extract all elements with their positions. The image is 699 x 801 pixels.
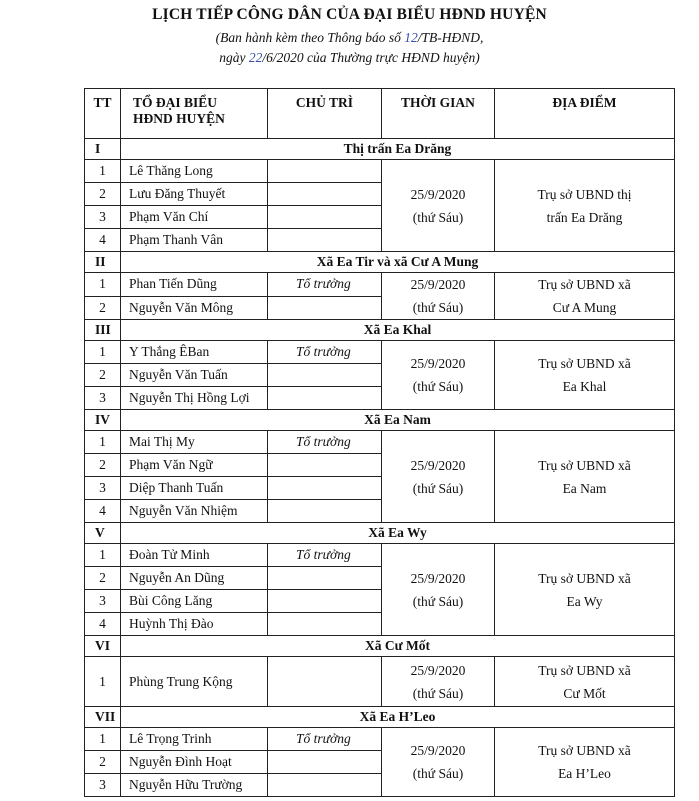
row-number: 1 xyxy=(85,728,121,751)
subtitle-suffix: /TB-HĐND, xyxy=(417,30,484,45)
delegate-name: Nguyễn Hữu Trường xyxy=(121,774,268,797)
row-number: 2 xyxy=(85,454,121,477)
chair-role: Tổ trưởng xyxy=(268,728,382,751)
delegate-name: Phùng Trung Kộng xyxy=(121,657,268,707)
chair-role xyxy=(268,657,382,707)
row-number: 3 xyxy=(85,477,121,500)
meeting-weekday: (thứ Sáu) xyxy=(412,209,464,225)
time-cell xyxy=(382,431,495,523)
schedule-table xyxy=(84,88,675,797)
row-number: 1 xyxy=(85,657,121,707)
meeting-date: 25/9/2020 xyxy=(410,570,466,586)
subtitle-prefix: (Ban hành kèm theo Thông báo số xyxy=(215,30,405,45)
chair-role xyxy=(268,183,382,206)
place-line1: Trụ sở UBND xã xyxy=(538,457,631,473)
place-cell xyxy=(495,341,675,410)
place-line1: Trụ sở UBND xã xyxy=(538,570,631,586)
meeting-date: 25/9/2020 xyxy=(410,277,466,292)
section-number: V xyxy=(85,523,121,544)
delegate-name: Lê Thăng Long xyxy=(121,160,268,183)
chair-role xyxy=(268,387,382,410)
header-place: ĐỊA ĐIỂM xyxy=(495,89,675,139)
row-number: 1 xyxy=(85,544,121,567)
section-title: Xã Ea Tir và xã Cư A Mung xyxy=(121,252,675,273)
meeting-weekday: (thứ Sáu) xyxy=(412,480,464,496)
time-cell xyxy=(382,341,495,410)
time-cell xyxy=(382,273,495,320)
section-number: II xyxy=(85,252,121,273)
place-cell xyxy=(495,431,675,523)
delegate-name: Diệp Thanh Tuấn xyxy=(121,477,268,500)
handwritten-notice-number: 12 xyxy=(404,30,418,45)
chair-role xyxy=(268,296,382,320)
row-number: 1 xyxy=(85,273,121,297)
meeting-weekday: (thứ Sáu) xyxy=(412,300,464,315)
chair-role xyxy=(268,590,382,613)
time-cell xyxy=(382,160,495,252)
chair-role xyxy=(268,774,382,797)
chair-role xyxy=(268,160,382,183)
section-row xyxy=(85,139,675,160)
delegate-name: Lê Trọng Trinh xyxy=(121,728,268,751)
table-row xyxy=(85,728,675,751)
header-group-line2: HĐND HUYỆN xyxy=(133,111,225,126)
place-line2: Cư Mốt xyxy=(563,685,606,701)
chair-role xyxy=(268,229,382,252)
delegate-name: Phạm Văn Ngữ xyxy=(121,454,268,477)
place-line2: Ea Wy xyxy=(566,593,603,609)
row-number: 3 xyxy=(85,387,121,410)
header-group xyxy=(121,89,268,139)
section-title: Xã Cư Mốt xyxy=(121,636,675,657)
delegate-name: Nguyễn Văn Tuấn xyxy=(121,364,268,387)
place-line2: trấn Ea Drăng xyxy=(546,209,623,225)
chair-role xyxy=(268,500,382,523)
row-number: 3 xyxy=(85,774,121,797)
place-line1: Trụ sở UBND xã xyxy=(538,743,631,758)
row-number: 2 xyxy=(85,183,121,206)
delegate-name: Nguyễn Văn Mông xyxy=(121,296,268,320)
section-row xyxy=(85,636,675,657)
section-title: Thị trấn Ea Drăng xyxy=(121,139,675,160)
place-cell xyxy=(495,657,675,707)
delegate-name: Nguyễn Đình Hoạt xyxy=(121,751,268,774)
time-cell xyxy=(382,544,495,636)
section-number: III xyxy=(85,320,121,341)
header-group-line1: TỔ ĐẠI BIỂU xyxy=(133,95,218,110)
chair-role: Tổ trưởng xyxy=(268,273,382,297)
table-row xyxy=(85,657,675,707)
chair-role xyxy=(268,613,382,636)
meeting-weekday: (thứ Sáu) xyxy=(412,766,464,781)
chair-role xyxy=(268,454,382,477)
table-header-row xyxy=(85,89,675,139)
delegate-name: Phạm Văn Chí xyxy=(121,206,268,229)
delegate-name: Phạm Thanh Vân xyxy=(121,229,268,252)
place-line1: Trụ sở UBND xã xyxy=(538,356,631,371)
table-row xyxy=(85,431,675,454)
row-number: 4 xyxy=(85,500,121,523)
section-title: Xã Ea Wy xyxy=(121,523,675,544)
delegate-name: Nguyễn An Dũng xyxy=(121,567,268,590)
meeting-date: 25/9/2020 xyxy=(410,356,466,371)
section-number: VI xyxy=(85,636,121,657)
meeting-weekday: (thứ Sáu) xyxy=(412,593,464,609)
section-row xyxy=(85,252,675,273)
delegate-name: Huỳnh Thị Đào xyxy=(121,613,268,636)
header-time: THỜI GIAN xyxy=(382,89,495,139)
chair-role xyxy=(268,567,382,590)
row-number: 3 xyxy=(85,206,121,229)
place-line2: Ea Khal xyxy=(562,379,607,394)
place-cell xyxy=(495,728,675,797)
row-number: 2 xyxy=(85,296,121,320)
section-number: VII xyxy=(85,707,121,728)
place-line1: Trụ sở UBND xã xyxy=(538,277,631,292)
delegate-name: Mai Thị My xyxy=(121,431,268,454)
section-title: Xã Ea Nam xyxy=(121,410,675,431)
delegate-name: Phan Tiến Dũng xyxy=(121,273,268,297)
meeting-weekday: (thứ Sáu) xyxy=(412,379,464,394)
section-row xyxy=(85,707,675,728)
chair-role xyxy=(268,477,382,500)
place-line1: Trụ sở UBND xã xyxy=(538,662,631,678)
header-chair: CHỦ TRÌ xyxy=(268,89,382,139)
row-number: 3 xyxy=(85,590,121,613)
delegate-name: Nguyễn Văn Nhiệm xyxy=(121,500,268,523)
section-row xyxy=(85,320,675,341)
place-line1: Trụ sở UBND thị xyxy=(537,186,632,202)
delegate-name: Lưu Đăng Thuyết xyxy=(121,183,268,206)
meeting-date: 25/9/2020 xyxy=(410,743,466,758)
delegate-name: Nguyễn Thị Hồng Lợi xyxy=(121,387,268,410)
section-row xyxy=(85,410,675,431)
place-line2: Ea Nam xyxy=(562,480,607,496)
meeting-weekday: (thứ Sáu) xyxy=(412,685,464,701)
row-number: 1 xyxy=(85,160,121,183)
row-number: 4 xyxy=(85,229,121,252)
chair-role: Tổ trưởng xyxy=(268,544,382,567)
table-row xyxy=(85,160,675,183)
delegate-name: Đoàn Tử Minh xyxy=(121,544,268,567)
chair-role xyxy=(268,751,382,774)
subtitle-date-suffix: /6/2020 của Thường trực HĐND huyện) xyxy=(262,50,480,65)
section-row xyxy=(85,523,675,544)
row-number: 2 xyxy=(85,567,121,590)
handwritten-day: 22 xyxy=(248,50,263,65)
row-number: 1 xyxy=(85,431,121,454)
place-cell xyxy=(495,273,675,320)
delegate-name: Y Thắng ÊBan xyxy=(121,341,268,364)
place-cell xyxy=(495,544,675,636)
chair-role xyxy=(268,206,382,229)
time-cell xyxy=(382,657,495,707)
section-number: IV xyxy=(85,410,121,431)
table-row xyxy=(85,273,675,297)
row-number: 1 xyxy=(85,341,121,364)
subtitle-date-prefix: ngày xyxy=(219,50,249,65)
place-line2: Ea H’Leo xyxy=(558,766,611,781)
section-title: Xã Ea H’Leo xyxy=(121,707,675,728)
header-tt: TT xyxy=(85,89,121,139)
document-title: LỊCH TIẾP CÔNG DÂN CỦA ĐẠI BIỂU HĐND HUYỆN xyxy=(152,6,547,23)
meeting-date: 25/9/2020 xyxy=(410,457,466,473)
table-row xyxy=(85,544,675,567)
place-line2: Cư A Mung xyxy=(552,300,617,315)
section-title: Xã Ea Khal xyxy=(121,320,675,341)
row-number: 2 xyxy=(85,364,121,387)
document-subtitle-line1 xyxy=(0,30,699,46)
meeting-date: 25/9/2020 xyxy=(410,186,466,202)
delegate-name: Bùi Công Lăng xyxy=(121,590,268,613)
document-subtitle-line2 xyxy=(0,50,699,66)
section-number: I xyxy=(85,139,121,160)
meeting-date: 25/9/2020 xyxy=(410,662,466,678)
row-number: 2 xyxy=(85,751,121,774)
schedule-body xyxy=(85,139,675,797)
chair-role xyxy=(268,364,382,387)
table-row xyxy=(85,341,675,364)
chair-role: Tổ trưởng xyxy=(268,431,382,454)
time-cell xyxy=(382,728,495,797)
chair-role: Tổ trưởng xyxy=(268,341,382,364)
row-number: 4 xyxy=(85,613,121,636)
place-cell xyxy=(495,160,675,252)
